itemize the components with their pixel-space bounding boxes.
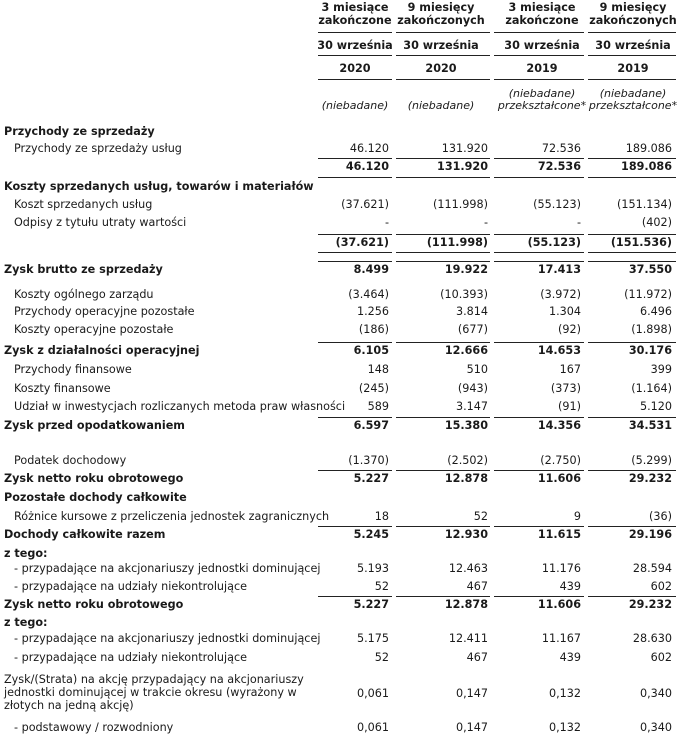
row-value-col4: 29.232 <box>628 472 672 485</box>
header-rule-top <box>396 32 490 33</box>
row-value-col1: 1.256 <box>356 305 389 318</box>
row-label: Zysk brutto ze sprzedaży <box>4 263 163 276</box>
row-value-col1: 0,061 <box>356 721 389 734</box>
row-value-col3: 0,132 <box>548 687 581 700</box>
column-year: 2019 <box>617 62 649 75</box>
row-value-col1: 52 <box>374 580 389 593</box>
row-value-col2: 12.411 <box>448 632 488 645</box>
header-rule-top <box>494 32 584 33</box>
row-value-col2: (111.998) <box>433 198 488 211</box>
row-value-col3: 439 <box>559 580 581 593</box>
subtotal-rule <box>396 252 490 253</box>
row-value-col1: 8.499 <box>353 263 389 276</box>
column-year: 2020 <box>425 62 457 75</box>
header-rule-mid <box>588 55 676 56</box>
row-label: Zysk netto roku obrotowego <box>4 598 184 611</box>
total-rule <box>494 261 584 262</box>
row-value-col1: 6.597 <box>353 419 389 432</box>
row-label: Zysk/(Strata) na akcję przypadający na akcjonariuszy jednostki dominującej w trakcie okresu (wyrażony w złotych na jedną akcję) <box>4 673 304 712</box>
column-year: 2020 <box>339 62 371 75</box>
column-note-line2: przekształcone* <box>588 99 678 112</box>
row-value-col4: (151.536) <box>610 236 672 249</box>
column-note-line1: (niebadane) <box>599 87 667 100</box>
row-value-col2: (677) <box>457 323 488 336</box>
total-rule <box>396 261 490 262</box>
row-value-col3: 72.536 <box>537 160 581 173</box>
row-value-col1: 5.227 <box>353 472 389 485</box>
row-label: Udział w inwestycjach rozliczanych metoda praw własności <box>14 400 346 413</box>
row-value-col3: 167 <box>559 363 581 376</box>
total-rule <box>318 234 392 235</box>
row-value-col4: 29.196 <box>628 528 672 541</box>
row-value-col4: 30.176 <box>628 344 672 357</box>
total-rule <box>318 470 392 471</box>
row-label: z tego: <box>4 616 48 629</box>
column-note-line2: przekształcone* <box>497 99 587 112</box>
row-value-col3: (2.750) <box>540 454 581 467</box>
row-label: Koszty operacyjne pozostałe <box>14 323 174 336</box>
total-rule <box>588 417 676 418</box>
row-value-col1: 5.175 <box>356 632 389 645</box>
header-rule-mid <box>396 55 490 56</box>
row-value-col3: 11.615 <box>537 528 581 541</box>
total-rule <box>494 158 584 159</box>
subtotal-rule <box>588 252 676 253</box>
row-value-col3: 11.606 <box>537 598 581 611</box>
column-period-line1: 9 miesięcy <box>599 1 667 14</box>
column-date: 30 września <box>504 39 580 52</box>
header-rule-bottom <box>494 79 584 80</box>
total-rule <box>318 526 392 527</box>
row-value-col1: (3.464) <box>348 288 389 301</box>
row-value-col2: (943) <box>457 382 488 395</box>
column-note-line2: (niebadane) <box>321 99 389 112</box>
header-rule-mid <box>318 55 392 56</box>
row-value-col4: 0,340 <box>639 687 672 700</box>
row-value-col4: 399 <box>650 363 672 376</box>
column-year: 2019 <box>526 62 558 75</box>
total-rule <box>396 417 490 418</box>
row-value-col4: (5.299) <box>631 454 672 467</box>
row-value-col4: 602 <box>650 580 672 593</box>
row-value-col1: (186) <box>358 323 389 336</box>
subtotal-rule <box>318 177 392 178</box>
row-value-col3: 11.606 <box>537 472 581 485</box>
row-value-col2: 0,147 <box>455 687 488 700</box>
row-value-col1: 46.120 <box>349 142 389 155</box>
row-label: Pozostałe dochody całkowite <box>4 491 187 504</box>
column-note-line1: (niebadane) <box>508 87 576 100</box>
row-value-col4: (36) <box>649 510 672 523</box>
total-rule <box>588 342 676 343</box>
row-value-col2: 131.920 <box>437 160 488 173</box>
row-label: Przychody ze sprzedaży usług <box>14 142 182 155</box>
subtotal-rule <box>494 252 584 253</box>
row-value-col4: 28.594 <box>632 562 672 575</box>
row-value-col3: 72.536 <box>541 142 581 155</box>
row-value-col2: (111.998) <box>426 236 488 249</box>
total-rule <box>396 342 490 343</box>
row-value-col2: 510 <box>466 363 488 376</box>
row-label: Przychody ze sprzedaży <box>4 125 155 138</box>
row-value-col4: (1.164) <box>631 382 672 395</box>
row-value-col3: (55.123) <box>533 198 581 211</box>
row-value-col1: 18 <box>374 510 389 523</box>
row-value-col4: 5.120 <box>639 400 672 413</box>
total-rule <box>396 470 490 471</box>
subtotal-rule <box>588 177 676 178</box>
row-label: - przypadające na akcjonariuszy jednostki dominującej <box>14 632 321 645</box>
total-rule <box>318 417 392 418</box>
row-label: Dochody całkowite razem <box>4 528 166 541</box>
row-value-col4: 189.086 <box>621 160 672 173</box>
total-rule <box>396 234 490 235</box>
row-value-col3: 14.356 <box>537 419 581 432</box>
total-rule <box>588 596 676 597</box>
total-rule <box>396 596 490 597</box>
row-label: Zysk netto roku obrotowego <box>4 472 184 485</box>
row-value-col3: (55.123) <box>527 236 581 249</box>
row-value-col1: (37.621) <box>341 198 389 211</box>
column-date: 30 września <box>595 39 671 52</box>
row-label: Odpisy z tytułu utraty wartości <box>14 216 187 229</box>
row-value-col2: 12.878 <box>444 472 488 485</box>
row-value-col4: (11.972) <box>624 288 672 301</box>
row-label: Zysk z działalności operacyjnej <box>4 344 200 357</box>
total-rule <box>318 158 392 159</box>
row-label: z tego: <box>4 547 48 560</box>
header-rule-top <box>318 32 392 33</box>
total-rule <box>494 342 584 343</box>
row-value-col3: 439 <box>559 651 581 664</box>
row-value-col4: 189.086 <box>625 142 672 155</box>
row-value-col4: 37.550 <box>628 263 672 276</box>
total-rule <box>588 234 676 235</box>
row-value-col1: - <box>384 216 389 229</box>
total-rule <box>318 261 392 262</box>
row-label: - przypadające na udziały niekontrolujące <box>14 651 248 664</box>
row-label: Podatek dochodowy <box>14 454 127 467</box>
row-value-col2: 12.463 <box>448 562 488 575</box>
row-label: Różnice kursowe z przeliczenia jednostek zagranicznych <box>14 510 330 523</box>
row-value-col1: 589 <box>367 400 389 413</box>
row-value-col4: (151.134) <box>617 198 672 211</box>
row-value-col3: - <box>576 216 581 229</box>
row-value-col1: (1.370) <box>348 454 389 467</box>
column-period-line1: 3 miesiące <box>321 1 389 14</box>
row-value-col2: 15.380 <box>444 419 488 432</box>
row-value-col3: 1.304 <box>548 305 581 318</box>
row-label: Przychody operacyjne pozostałe <box>14 305 195 318</box>
row-value-col2: 467 <box>466 580 488 593</box>
total-rule <box>494 417 584 418</box>
header-rule-bottom <box>318 79 392 80</box>
row-value-col4: 29.232 <box>628 598 672 611</box>
header-rule-bottom <box>396 79 490 80</box>
total-rule <box>318 342 392 343</box>
total-rule <box>588 470 676 471</box>
row-value-col3: 11.176 <box>541 562 581 575</box>
row-value-col4: 34.531 <box>628 419 672 432</box>
column-date: 30 września <box>317 39 393 52</box>
total-rule <box>494 526 584 527</box>
row-value-col2: 12.666 <box>444 344 488 357</box>
row-value-col1: 6.105 <box>353 344 389 357</box>
row-value-col2: 12.878 <box>444 598 488 611</box>
row-value-col3: 0,132 <box>548 721 581 734</box>
row-label: Koszt sprzedanych usług <box>14 198 153 211</box>
row-value-col3: (373) <box>550 382 581 395</box>
header-rule-top <box>588 32 676 33</box>
row-value-col1: (245) <box>358 382 389 395</box>
total-rule <box>396 526 490 527</box>
column-period-line2: zakończone <box>505 14 579 27</box>
row-value-col2: 12.930 <box>444 528 488 541</box>
subtotal-rule <box>396 177 490 178</box>
row-value-col4: 0,340 <box>639 721 672 734</box>
total-rule <box>494 596 584 597</box>
total-rule <box>588 158 676 159</box>
row-value-col4: (402) <box>641 216 672 229</box>
row-value-col4: (1.898) <box>631 323 672 336</box>
row-value-col1: 5.245 <box>353 528 389 541</box>
row-value-col2: 19.922 <box>444 263 488 276</box>
row-value-col2: 131.920 <box>441 142 488 155</box>
row-label: - podstawowy / rozwodniony <box>14 721 174 734</box>
row-value-col2: - <box>483 216 488 229</box>
subtotal-rule <box>494 177 584 178</box>
row-value-col2: 0,147 <box>455 721 488 734</box>
row-value-col3: 14.653 <box>537 344 581 357</box>
row-value-col2: 467 <box>466 651 488 664</box>
column-period-line2: zakończonych <box>397 14 485 27</box>
row-value-col3: (3.972) <box>540 288 581 301</box>
row-value-col3: 11.167 <box>541 632 581 645</box>
total-rule <box>588 526 676 527</box>
column-note-line2: (niebadane) <box>407 99 475 112</box>
row-value-col4: 28.630 <box>632 632 672 645</box>
row-value-col1: (37.621) <box>335 236 389 249</box>
row-value-col3: (92) <box>558 323 581 336</box>
total-rule <box>396 158 490 159</box>
total-rule <box>494 470 584 471</box>
row-label: Zysk przed opodatkowaniem <box>4 419 185 432</box>
row-value-col1: 5.227 <box>353 598 389 611</box>
total-rule <box>588 261 676 262</box>
row-value-col1: 148 <box>367 363 389 376</box>
row-value-col1: 46.120 <box>345 160 389 173</box>
row-value-col2: (10.393) <box>440 288 488 301</box>
header-rule-mid <box>494 55 584 56</box>
column-date: 30 września <box>403 39 479 52</box>
row-value-col1: 0,061 <box>356 687 389 700</box>
subtotal-rule <box>318 252 392 253</box>
column-period-line1: 9 miesięcy <box>407 1 475 14</box>
row-value-col2: 3.814 <box>455 305 488 318</box>
row-value-col3: 17.413 <box>537 263 581 276</box>
row-value-col2: (2.502) <box>447 454 488 467</box>
total-rule <box>494 234 584 235</box>
row-value-col4: 602 <box>650 651 672 664</box>
row-value-col2: 52 <box>473 510 488 523</box>
row-value-col3: (91) <box>558 400 581 413</box>
row-label: Koszty ogólnego zarządu <box>14 288 154 301</box>
row-label: - przypadające na akcjonariuszy jednostki dominującej <box>14 562 321 575</box>
row-label: Przychody finansowe <box>14 363 132 376</box>
column-period-line2: zakończone <box>318 14 392 27</box>
row-label: Koszty finansowe <box>14 382 111 395</box>
row-label: - przypadające na udziały niekontrolujące <box>14 580 248 593</box>
row-label: Koszty sprzedanych usług, towarów i materiałów <box>4 180 314 193</box>
row-value-col1: 5.193 <box>356 562 389 575</box>
row-value-col4: 6.496 <box>639 305 672 318</box>
total-rule <box>318 596 392 597</box>
row-value-col2: 3.147 <box>455 400 488 413</box>
header-rule-bottom <box>588 79 676 80</box>
column-period-line2: zakończonych <box>589 14 677 27</box>
column-period-line1: 3 miesiące <box>508 1 576 14</box>
row-value-col3: 9 <box>573 510 581 523</box>
row-value-col1: 52 <box>374 651 389 664</box>
